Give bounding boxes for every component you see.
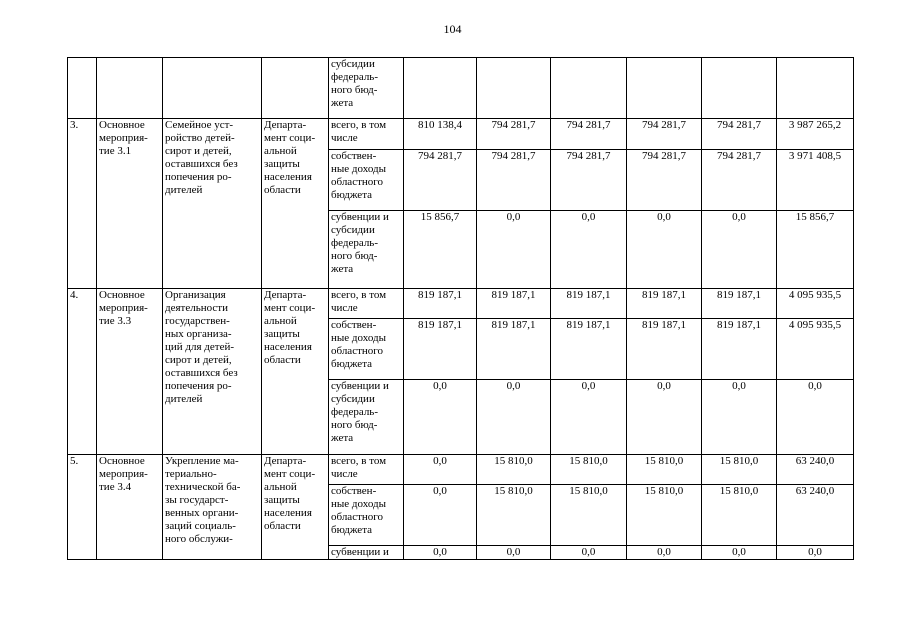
value-cell: 3 987 265,2: [777, 119, 854, 150]
value-cell: [702, 58, 777, 119]
value-cell: 0,0: [404, 546, 477, 560]
value-cell: 0,0: [551, 211, 627, 289]
value-cell: 0,0: [477, 546, 551, 560]
num-cell: [68, 58, 97, 119]
table-row: [68, 119, 854, 150]
measure-name: [163, 119, 262, 289]
measure-name: [163, 455, 262, 560]
executor: [262, 119, 329, 289]
value-cell: 0,0: [702, 546, 777, 560]
value-cell: 794 281,7: [702, 119, 777, 150]
value-cell: 819 187,1: [702, 319, 777, 380]
funding-source-text: собствен- ные доходы областного бюджета: [331, 319, 386, 370]
name-cell: [163, 58, 262, 119]
funding-source-cell: субсидии федераль- ного бюд- жета: [329, 58, 404, 119]
value-cell: 819 187,1: [404, 319, 477, 380]
measure-type-text: Основное мероприя- тие 3.4: [99, 455, 148, 493]
measure-name-text: Семейное уст- ройство детей- сирот и детей, оставшихся без попечения ро- дителей: [165, 119, 238, 196]
value-cell: 0,0: [627, 546, 702, 560]
measure-name-text: Укрепление ма- териально- технической ба- зы государст- венных органи- заций социаль- ного обслужи-: [165, 455, 241, 545]
value-cell: 794 281,7: [627, 119, 702, 150]
value-cell: 4 095 935,5: [777, 289, 854, 319]
value-cell: 819 187,1: [551, 319, 627, 380]
value-cell: 0,0: [477, 380, 551, 455]
value-cell: 0,0: [702, 380, 777, 455]
funding-source-text: собствен- ные доходы областного бюджета: [331, 485, 386, 536]
funding-source-text: всего, в том числе: [331, 289, 387, 314]
value-cell: 15 810,0: [702, 455, 777, 485]
executor: [262, 289, 329, 455]
value-cell: 63 240,0: [777, 485, 854, 546]
executor-text: Департа- мент соци- альной защиты населения области: [264, 119, 316, 196]
row-number: 3.: [68, 119, 97, 289]
executor-text: Департа- мент соци- альной защиты населения области: [264, 455, 316, 532]
funding-source: [329, 546, 404, 560]
value-cell: 0,0: [777, 546, 854, 560]
measure-type: [97, 289, 163, 455]
executor-cell: [262, 58, 329, 119]
value-cell: 794 281,7: [702, 150, 777, 211]
value-cell: 15 810,0: [702, 485, 777, 546]
measure-type: [97, 455, 163, 560]
funding-source-text: всего, в том числе: [331, 119, 387, 144]
value-cell: 15 810,0: [477, 485, 551, 546]
value-cell: 0,0: [404, 380, 477, 455]
measure-type-text: Основное мероприя- тие 3.1: [99, 119, 148, 157]
value-cell: 0,0: [627, 211, 702, 289]
value-cell: 819 187,1: [477, 289, 551, 319]
funding-source-text: субвенции и: [331, 546, 389, 558]
measure-type: [97, 119, 163, 289]
row-number: 4.: [68, 289, 97, 455]
table-row: [68, 455, 854, 485]
funding-source: [329, 119, 404, 150]
funding-source: [329, 150, 404, 211]
value-cell: 15 810,0: [551, 455, 627, 485]
value-cell: 819 187,1: [404, 289, 477, 319]
value-cell: 0,0: [404, 455, 477, 485]
value-cell: 794 281,7: [477, 150, 551, 211]
measure-name-text: Организация деятельности государствен- ных организа- ций для детей- сирот и детей, оставшихся без попечения ро- дителей: [165, 289, 238, 405]
table-row: [68, 289, 854, 319]
funding-source: [329, 455, 404, 485]
measure-name: [163, 289, 262, 455]
value-cell: 819 187,1: [627, 319, 702, 380]
value-cell: [551, 58, 627, 119]
value-cell: 0,0: [551, 380, 627, 455]
funding-source-text: всего, в том числе: [331, 455, 387, 480]
value-cell: [477, 58, 551, 119]
value-cell: 15 856,7: [404, 211, 477, 289]
funding-source: [329, 319, 404, 380]
value-cell: 15 810,0: [477, 455, 551, 485]
value-cell: 0,0: [627, 380, 702, 455]
value-cell: 0,0: [404, 485, 477, 546]
value-cell: [627, 58, 702, 119]
funding-source: [329, 211, 404, 289]
executor: [262, 455, 329, 560]
value-cell: [777, 58, 854, 119]
funding-source-text: субвенции и субсидии федераль- ного бюд- жета: [331, 211, 389, 275]
value-cell: 794 281,7: [404, 150, 477, 211]
value-cell: 794 281,7: [477, 119, 551, 150]
value-cell: 794 281,7: [627, 150, 702, 211]
value-cell: 0,0: [477, 211, 551, 289]
kind-cell: [97, 58, 163, 119]
funding-table: [67, 57, 854, 560]
value-cell: 819 187,1: [702, 289, 777, 319]
value-cell: 0,0: [551, 546, 627, 560]
value-cell: 15 856,7: [777, 211, 854, 289]
executor-text: Департа- мент соци- альной защиты населения области: [264, 289, 316, 366]
value-cell: 794 281,7: [551, 150, 627, 211]
measure-type-text: Основное мероприя- тие 3.3: [99, 289, 148, 327]
value-cell: 4 095 935,5: [777, 319, 854, 380]
value-cell: 794 281,7: [551, 119, 627, 150]
value-cell: 15 810,0: [551, 485, 627, 546]
row-number: 5.: [68, 455, 97, 560]
value-cell: 819 187,1: [477, 319, 551, 380]
value-cell: [404, 58, 477, 119]
funding-source: [329, 380, 404, 455]
value-cell: 0,0: [702, 211, 777, 289]
funding-source: [329, 289, 404, 319]
value-cell: 15 810,0: [627, 455, 702, 485]
value-cell: 3 971 408,5: [777, 150, 854, 211]
value-cell: 819 187,1: [551, 289, 627, 319]
funding-source: [329, 485, 404, 546]
continuation-row: [68, 58, 854, 119]
value-cell: 0,0: [777, 380, 854, 455]
value-cell: 819 187,1: [627, 289, 702, 319]
value-cell: 15 810,0: [627, 485, 702, 546]
funding-source-text: субвенции и субсидии федераль- ного бюд- жета: [331, 380, 389, 444]
funding-source-text: собствен- ные доходы областного бюджета: [331, 150, 386, 201]
page-number: 104: [443, 22, 462, 36]
value-cell: 63 240,0: [777, 455, 854, 485]
value-cell: 810 138,4: [404, 119, 477, 150]
